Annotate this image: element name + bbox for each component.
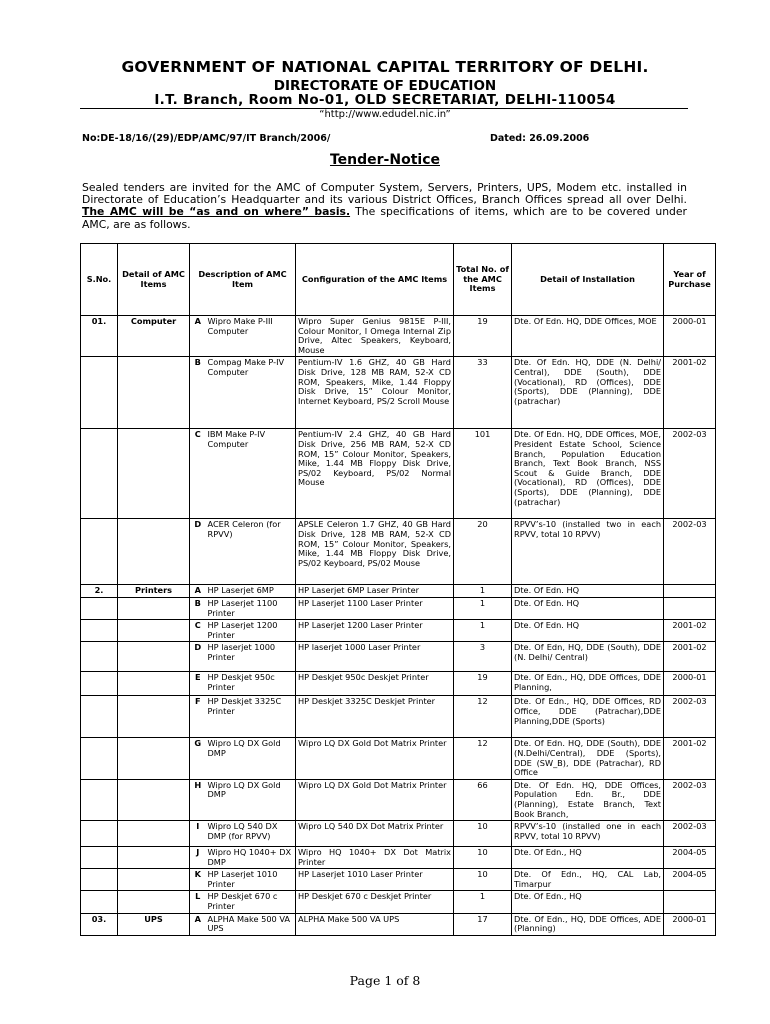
row-description: Wipro LQ 540 DX DMP (for RPVV): [206, 821, 296, 847]
row-year: 2002-03: [664, 779, 716, 820]
row-total: 20: [454, 519, 512, 585]
row-total: 1: [454, 891, 512, 913]
row-installation: Dte. Of Edn. HQ: [512, 585, 664, 598]
row-item: [118, 429, 190, 519]
col-detail: Detail of AMC Items: [118, 244, 190, 316]
row-description: HP Laserjet 1100 Printer: [206, 597, 296, 619]
row-configuration: Wipro LQ DX Gold Dot Matrix Printer: [296, 738, 454, 779]
row-year: 2002-03: [664, 519, 716, 585]
row-total: 10: [454, 869, 512, 891]
govt-heading: GOVERNMENT OF NATIONAL CAPITAL TERRITORY OF DELHI.: [121, 58, 649, 76]
table-row: [81, 738, 716, 779]
row-sno: [81, 869, 118, 891]
row-total: 3: [454, 642, 512, 672]
table-row: [81, 357, 716, 429]
row-year: 2002-03: [664, 821, 716, 847]
row-installation: Dte. Of Edn. HQ: [512, 620, 664, 642]
col-total: Total No. of the AMC Items: [454, 244, 512, 316]
row-sno: [81, 597, 118, 619]
row-total: 1: [454, 585, 512, 598]
row-sno: [81, 357, 118, 429]
row-configuration: Wipro LQ DX Gold Dot Matrix Printer: [296, 779, 454, 820]
row-total: 10: [454, 821, 512, 847]
row-installation: Dte. Of Edn. HQ, DDE (N. Delhi/ Central), DDE (South), DDE (Vocational), RD (Offices), DDE (Sports), DDE (Planning), DDE (patrachar): [512, 357, 664, 429]
row-total: 66: [454, 779, 512, 820]
row-letter: D: [190, 642, 206, 672]
row-item: [118, 357, 190, 429]
row-configuration: Pentium-IV 1.6 GHZ, 40 GB Hard Disk Drive, 128 MB RAM, 52-X CD ROM, Speakers, Mike, 1.44 Floppy Disk Drive, 15” Colour Monitor, Internet Keyboard, PS/2 Scroll Mouse: [296, 357, 454, 429]
table-row: [81, 585, 716, 598]
row-installation: Dte. Of Edn, HQ, DDE (South), DDE (N. Delhi/ Central): [512, 642, 664, 672]
col-installation: Detail of Installation: [512, 244, 664, 316]
row-sno: [81, 779, 118, 820]
row-configuration: APSLE Celeron 1.7 GHZ, 40 GB Hard Disk Drive, 128 MB RAM, 52-X CD ROM, 15” Colour Monitor, Speakers, Mike, 1.44 MB Floppy Disk Drive, PS/02 Keyboard, PS/02 Mouse: [296, 519, 454, 585]
row-letter: L: [190, 891, 206, 913]
table-row: [81, 821, 716, 847]
row-item: Printers: [118, 585, 190, 598]
table-row: [81, 869, 716, 891]
row-description: HP Deskjet 670 c Printer: [206, 891, 296, 913]
row-sno: [81, 620, 118, 642]
col-year: Year of Purchase: [664, 244, 716, 316]
row-installation: RPVV’s-10 (installed one in each RPVV, total 10 RPVV): [512, 821, 664, 847]
table-row: [81, 696, 716, 738]
row-configuration: Wipro HQ 1040+ DX Dot Matrix Printer: [296, 847, 454, 869]
row-description: HP Laserjet 1200 Printer: [206, 620, 296, 642]
row-total: 17: [454, 913, 512, 935]
row-configuration: Wipro LQ 540 DX Dot Matrix Printer: [296, 821, 454, 847]
row-year: 2001-02: [664, 357, 716, 429]
row-sno: [81, 519, 118, 585]
table-row: [81, 316, 716, 357]
website-url: “http://www.edudel.nic.in”: [319, 109, 451, 120]
row-year: 2000-01: [664, 672, 716, 696]
branch-address: I.T. Branch, Room No-01, OLD SECRETARIAT, DELHI-110054: [154, 92, 616, 108]
row-letter: D: [190, 519, 206, 585]
row-installation: Dte. Of Edn. HQ, DDE Offices, Population Edn. Br., DDE (Planning), Estate Branch, Text Book Branch,: [512, 779, 664, 820]
row-description: HP Laserjet 6MP: [206, 585, 296, 598]
row-letter: J: [190, 847, 206, 869]
row-installation: Dte. Of Edn., HQ, DDE Offices, ADE (Planning): [512, 913, 664, 935]
row-item: [118, 597, 190, 619]
row-installation: Dte. Of Edn. HQ, DDE Offices, MOE, President Estate School, Science Branch, Population Education Branch, Text Book Branch, NSS Scout & Guide Branch, DDE (Vocational), RD (Offices), DDE (Sports), DDE (Planning), DDE (patrachar): [512, 429, 664, 519]
row-installation: Dte. Of Edn. HQ, DDE Offices, MOE: [512, 316, 664, 357]
row-installation: Dte. Of Edn. HQ, DDE (South), DDE (N.Delhi/Central), DDE (Sports), DDE (SW_B), DDE (Patrachar), RD Office: [512, 738, 664, 779]
row-description: Wipro LQ DX Gold DMP: [206, 779, 296, 820]
row-installation: Dte. Of Edn., HQ, DDE Offices, RD Office, DDE (Patrachar),DDE Planning,DDE (Sports): [512, 696, 664, 738]
row-item: [118, 869, 190, 891]
row-year: [664, 585, 716, 598]
row-description: HP Laserjet 1010 Printer: [206, 869, 296, 891]
table-body: [81, 316, 716, 936]
row-letter: K: [190, 869, 206, 891]
table-row: [81, 620, 716, 642]
row-installation: Dte. Of Edn., HQ: [512, 847, 664, 869]
row-letter: E: [190, 672, 206, 696]
row-total: 10: [454, 847, 512, 869]
table-row: [81, 891, 716, 913]
row-year: 2004-05: [664, 869, 716, 891]
row-item: Computer: [118, 316, 190, 357]
row-installation: Dte. Of Edn., HQ: [512, 891, 664, 913]
row-year: 2002-03: [664, 696, 716, 738]
amc-items-table: [80, 243, 716, 936]
row-sno: 01.: [81, 316, 118, 357]
row-total: 1: [454, 620, 512, 642]
notice-date: Dated: 26.09.2006: [490, 133, 590, 144]
row-configuration: HP Laserjet 1100 Laser Printer: [296, 597, 454, 619]
row-description: ALPHA Make 500 VA UPS: [206, 913, 296, 935]
row-sno: [81, 847, 118, 869]
row-sno: [81, 642, 118, 672]
row-description: HP Deskjet 950c Printer: [206, 672, 296, 696]
row-configuration: ALPHA Make 500 VA UPS: [296, 913, 454, 935]
row-item: [118, 891, 190, 913]
row-description: IBM Make P-IV Computer: [206, 429, 296, 519]
row-item: [118, 779, 190, 820]
row-item: [118, 672, 190, 696]
row-sno: 2.: [81, 585, 118, 598]
row-sno: [81, 429, 118, 519]
row-description: HP laserjet 1000 Printer: [206, 642, 296, 672]
row-letter: C: [190, 620, 206, 642]
row-letter: H: [190, 779, 206, 820]
row-installation: Dte. Of Edn., HQ, DDE Offices, DDE Planning,: [512, 672, 664, 696]
row-installation: Dte. Of Edn., HQ, CAL Lab, Timarpur: [512, 869, 664, 891]
row-sno: [81, 891, 118, 913]
row-total: 12: [454, 738, 512, 779]
table-row: [81, 519, 716, 585]
row-configuration: HP Deskjet 670 c Deskjet Printer: [296, 891, 454, 913]
row-total: 12: [454, 696, 512, 738]
row-letter: B: [190, 357, 206, 429]
row-configuration: HP Laserjet 1010 Laser Printer: [296, 869, 454, 891]
row-configuration: Wipro Super Genius 9815E P-III, Colour Monitor, I Omega Internal Zip Drive, Altec Speakers, Keyboard, Mouse: [296, 316, 454, 357]
table-row: [81, 642, 716, 672]
row-total: 1: [454, 597, 512, 619]
row-letter: C: [190, 429, 206, 519]
row-year: [664, 597, 716, 619]
col-description: Description of AMC Item: [190, 244, 296, 316]
row-year: 2000-01: [664, 913, 716, 935]
row-configuration: HP Laserjet 1200 Laser Printer: [296, 620, 454, 642]
table-row: [81, 779, 716, 820]
row-installation: Dte. Of Edn. HQ: [512, 597, 664, 619]
row-description: Compag Make P-IV Computer: [206, 357, 296, 429]
table-header-row: [81, 244, 716, 316]
row-sno: [81, 738, 118, 779]
table-row: [81, 847, 716, 869]
row-description: Wipro LQ DX Gold DMP: [206, 738, 296, 779]
row-sno: [81, 672, 118, 696]
row-year: 2001-02: [664, 620, 716, 642]
row-total: 19: [454, 316, 512, 357]
row-item: [118, 642, 190, 672]
reference-number: No:DE-18/16/(29)/EDP/AMC/97/IT Branch/2006/: [82, 133, 331, 144]
row-description: Wipro HQ 1040+ DX DMP: [206, 847, 296, 869]
notice-title: Tender-Notice: [329, 152, 440, 168]
row-year: 2001-02: [664, 738, 716, 779]
row-letter: I: [190, 821, 206, 847]
row-year: [664, 891, 716, 913]
row-item: [118, 847, 190, 869]
row-item: UPS: [118, 913, 190, 935]
row-configuration: HP Deskjet 950c Deskjet Printer: [296, 672, 454, 696]
row-letter: B: [190, 597, 206, 619]
row-sno: [81, 696, 118, 738]
table-row: [81, 672, 716, 696]
table-row: [81, 597, 716, 619]
row-letter: A: [190, 585, 206, 598]
row-installation: RPVV’s-10 (installed two in each RPVV, total 10 RPVV): [512, 519, 664, 585]
row-year: 2000-01: [664, 316, 716, 357]
col-sno: S.No.: [81, 244, 118, 316]
intro-paragraph: [82, 182, 687, 231]
row-configuration: HP Laserjet 6MP Laser Printer: [296, 585, 454, 598]
row-year: 2004-05: [664, 847, 716, 869]
row-configuration: HP laserjet 1000 Laser Printer: [296, 642, 454, 672]
row-configuration: HP Deskjet 3325C Deskjet Printer: [296, 696, 454, 738]
row-sno: 03.: [81, 913, 118, 935]
row-item: [118, 821, 190, 847]
row-total: 101: [454, 429, 512, 519]
intro-emphasis: The AMC will be “as and on where” basis.: [82, 205, 351, 219]
row-description: HP Deskjet 3325C Printer: [206, 696, 296, 738]
row-description: ACER Celeron (for RPVV): [206, 519, 296, 585]
row-letter: F: [190, 696, 206, 738]
row-year: 2002-03: [664, 429, 716, 519]
directorate-heading: DIRECTORATE OF EDUCATION: [273, 78, 497, 94]
row-sno: [81, 821, 118, 847]
col-configuration: Configuration of the AMC Items: [296, 244, 454, 316]
row-item: [118, 519, 190, 585]
intro-text: Sealed tenders are invited for the AMC of Computer System, Servers, Printers, UPS, Modem etc. installed in Directorate of Education’s Headquarter and its various District Offices, Branch Offices spread all over Delhi.: [82, 181, 687, 207]
row-year: 2001-02: [664, 642, 716, 672]
table-row: [81, 429, 716, 519]
row-letter: A: [190, 316, 206, 357]
row-description: Wipro Make P-III Computer: [206, 316, 296, 357]
row-configuration: Pentium-IV 2.4 GHZ, 40 GB Hard Disk Drive, 256 MB RAM, 52-X CD ROM, 15” Colour Monitor, Speakers, Mike, 1.44 MB Floppy Disk Drive, PS/02 Keyboard, PS/02 Normal Mouse: [296, 429, 454, 519]
row-item: [118, 620, 190, 642]
page-number: Page 1 of 8: [349, 973, 421, 988]
row-item: [118, 696, 190, 738]
row-total: 19: [454, 672, 512, 696]
row-letter: A: [190, 913, 206, 935]
row-total: 33: [454, 357, 512, 429]
row-item: [118, 738, 190, 779]
intro-text-end: The specifications of items, which are to be covered under AMC, are as follows.: [82, 205, 687, 231]
row-letter: G: [190, 738, 206, 779]
table-row: [81, 913, 716, 935]
